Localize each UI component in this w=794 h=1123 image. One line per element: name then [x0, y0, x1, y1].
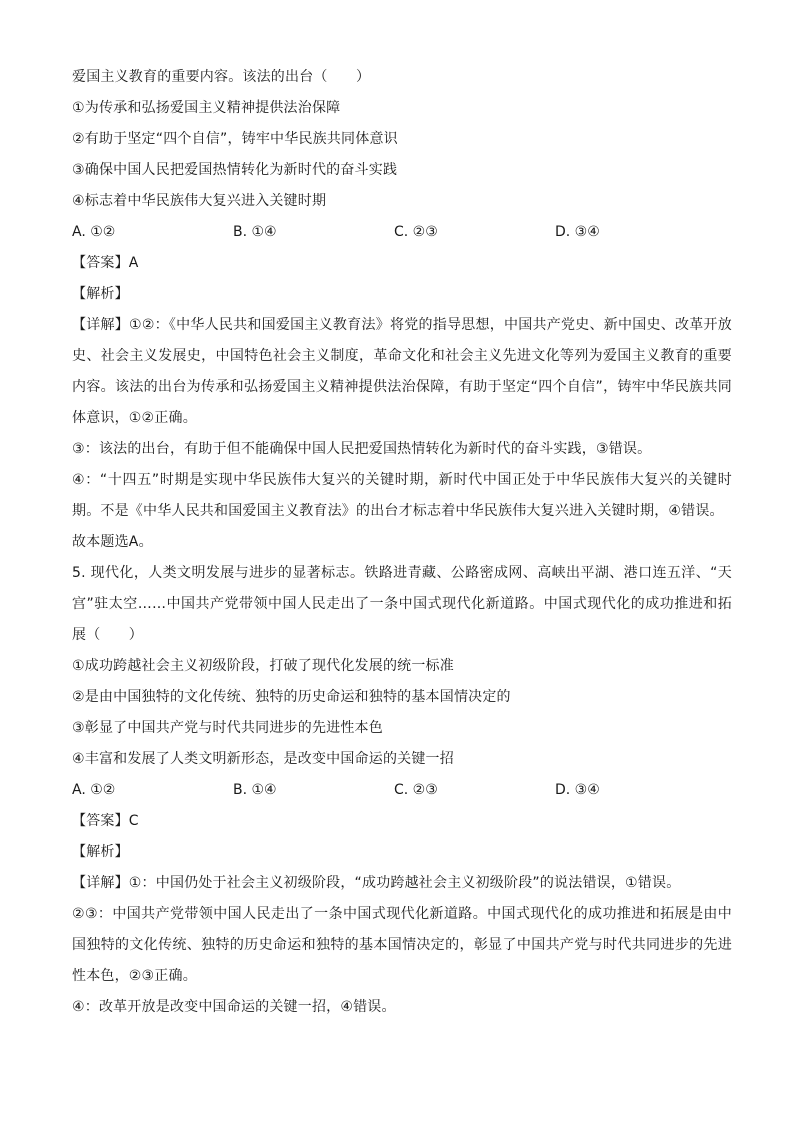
- q5-statement-3: ③彰显了中国共产党与时代共同进步的先进性本色: [72, 720, 383, 736]
- q4-detail-2: ③：该法的出台，有助于但不能确保中国人民把爱国热情转化为新时代的奋斗实践，③错误。: [72, 441, 652, 457]
- q5-option-b: B. ①④: [233, 782, 277, 798]
- q4-option-b: B. ①④: [233, 224, 277, 240]
- q4-statement-1: ①为传承和弘扬爱国主义精神提供法治保障: [72, 100, 341, 116]
- q4-option-d: D. ③④: [555, 224, 600, 240]
- q5-statement-2: ②是由中国独特的文化传统、独特的历史命运和独特的基本国情决定的: [72, 689, 511, 705]
- q4-options: [72, 217, 732, 248]
- q4-option-c: C. ②③: [394, 224, 438, 240]
- q5-option-a: A. ①②: [72, 782, 116, 798]
- q5-answer: 【答案】C: [72, 813, 139, 829]
- q4-detail-3: ④：“十四五”时期是实现中华民族伟大复兴的关键时期，新时代中国正处于中华民族伟大复兴的关键时期。不是《中华人民共和国爱国主义教育法》的出台才标志着中华民族伟大复兴进入关键时期，④错误。: [72, 472, 732, 519]
- q4-analysis-label: 【解析】: [72, 286, 129, 302]
- q5-stem: 5. 现代化，人类文明发展与进步的显著标志。铁路进青藏、公路密成网、高峡出平湖、港口连五洋、“天宫”驻太空……中国共产党带领中国人民走出了一条中国式现代化新道路。中国式现代化的成功推进和拓展（ ）: [72, 565, 732, 643]
- q5-statement-1: ①成功跨越社会主义初级阶段，打破了现代化发展的统一标准: [72, 658, 454, 674]
- q4-option-a: A. ①②: [72, 224, 116, 240]
- q4-detail-1: 【详解】①②：《中华人民共和国爱国主义教育法》将党的指导思想，中国共产党史、新中国史、改革开放史、社会主义发展史，中国特色社会主义制度，革命文化和社会主义先进文化等列为爱国主义教育的重要内容。该法的出台为传承和弘扬爱国主义精神提供法治保障，有助于坚定“四个自信”，铸牢中华民族共同体意识，①②正确。: [72, 317, 732, 426]
- q5-option-d: D. ③④: [555, 782, 600, 798]
- q5-options: [72, 775, 732, 806]
- q4-stem-tail: 爱国主义教育的重要内容。该法的出台（ ）: [72, 69, 371, 85]
- q5-analysis-label: 【解析】: [72, 844, 129, 860]
- q5-statement-4: ④丰富和发展了人类文明新形态，是改变中国命运的关键一招: [72, 751, 454, 767]
- q4-statement-4: ④标志着中华民族伟大复兴进入关键时期: [72, 193, 327, 209]
- q4-statement-3: ③确保中国人民把爱国热情转化为新时代的奋斗实践: [72, 162, 398, 178]
- q4-detail-4: 故本题选A。: [72, 534, 153, 550]
- q5-detail-2: ②③：中国共产党带领中国人民走出了一条中国式现代化新道路。中国式现代化的成功推进和拓展是由中国独特的文化传统、独特的历史命运和独特的基本国情决定的，彰显了中国共产党与时代共同进步的先进性本色，②③正确。: [72, 906, 732, 984]
- q5-detail-1: 【详解】①：中国仍处于社会主义初级阶段，“成功跨越社会主义初级阶段”的说法错误，①错误。: [72, 875, 681, 891]
- q5-detail-3: ④：改革开放是改变中国命运的关键一招，④错误。: [72, 999, 396, 1015]
- q4-statement-2: ②有助于坚定“四个自信”，铸牢中华民族共同体意识: [72, 131, 398, 147]
- q4-answer: 【答案】A: [72, 255, 139, 271]
- document-page: [72, 62, 732, 1023]
- q5-option-c: C. ②③: [394, 782, 438, 798]
